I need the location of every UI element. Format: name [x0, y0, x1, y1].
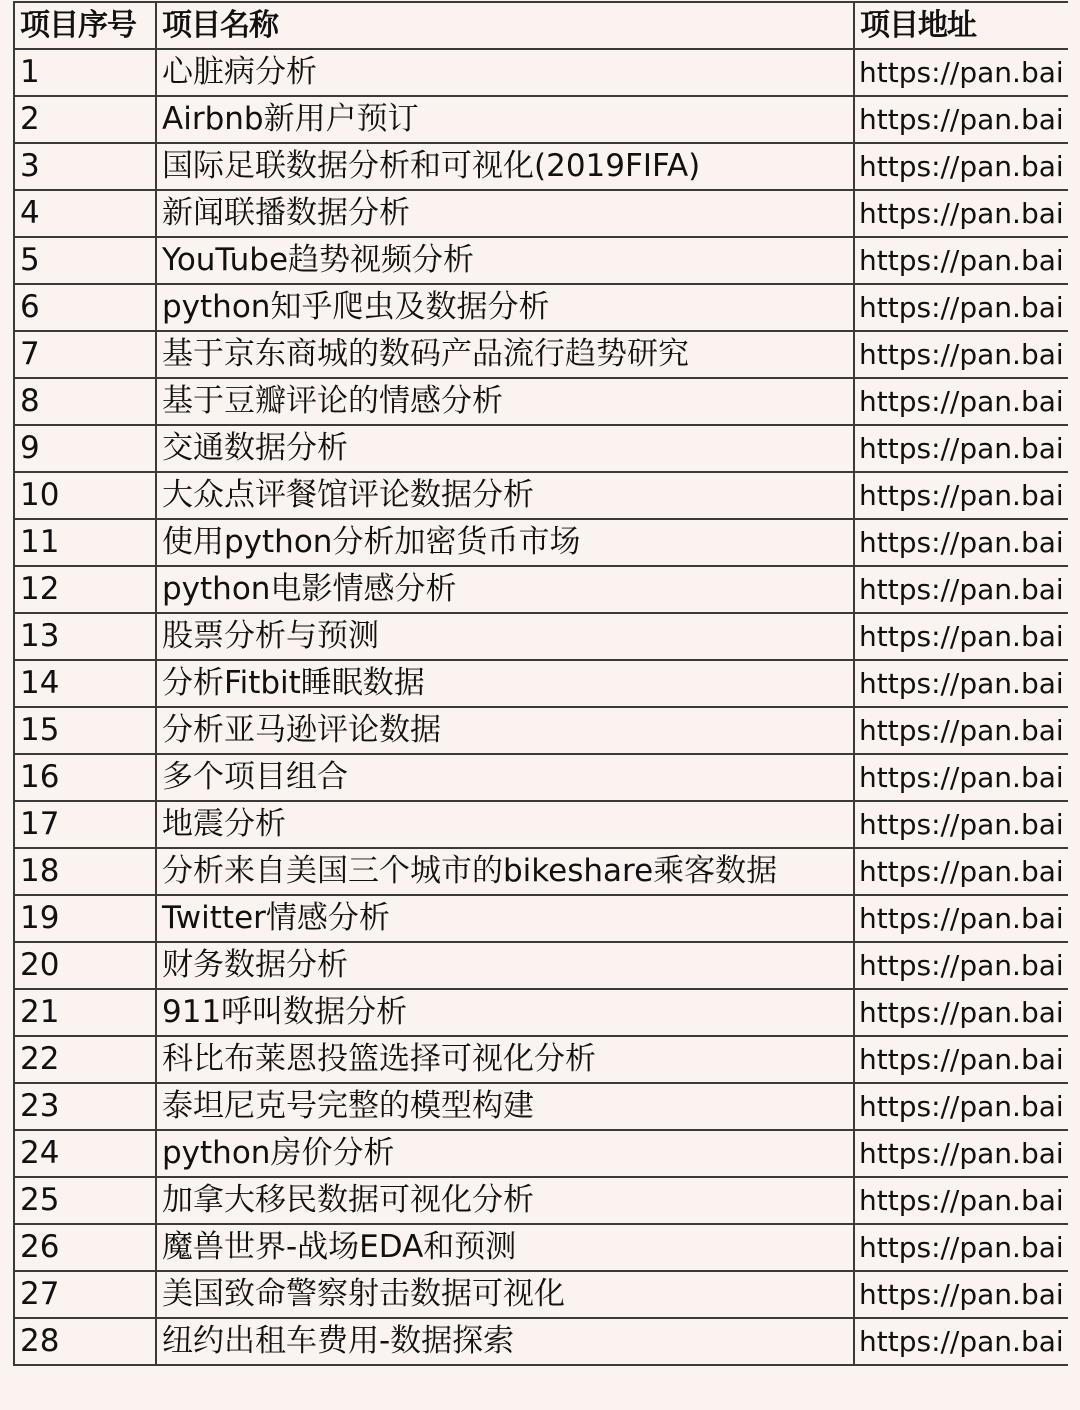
table-row: [14, 1177, 1068, 1224]
table-row: [14, 895, 1068, 942]
cell-project-url[interactable]: https://pan.bai: [854, 989, 1068, 1036]
cell-project-url[interactable]: https://pan.bai: [854, 1130, 1068, 1177]
table-row: [14, 942, 1068, 989]
cell-project-name[interactable]: 纽约出租车费用-数据探索: [156, 1318, 854, 1365]
cell-project-number[interactable]: 13: [14, 613, 156, 660]
cell-project-name[interactable]: 魔兽世界-战场EDA和预测: [156, 1224, 854, 1271]
cell-project-url[interactable]: https://pan.bai: [854, 96, 1068, 143]
cell-project-number[interactable]: 24: [14, 1130, 156, 1177]
cell-project-name[interactable]: YouTube趋势视频分析: [156, 237, 854, 284]
cell-project-name[interactable]: Airbnb新用户预订: [156, 96, 854, 143]
cell-project-name[interactable]: 大众点评餐馆评论数据分析: [156, 472, 854, 519]
cell-project-url[interactable]: https://pan.bai: [854, 942, 1068, 989]
cell-project-number[interactable]: 18: [14, 848, 156, 895]
cell-project-name[interactable]: 财务数据分析: [156, 942, 854, 989]
cell-project-name[interactable]: 交通数据分析: [156, 425, 854, 472]
table-row: [14, 284, 1068, 331]
cell-project-url[interactable]: https://pan.bai: [854, 425, 1068, 472]
cell-project-name[interactable]: 新闻联播数据分析: [156, 190, 854, 237]
cell-project-number[interactable]: 19: [14, 895, 156, 942]
cell-project-url[interactable]: https://pan.bai: [854, 895, 1068, 942]
cell-project-name[interactable]: 国际足联数据分析和可视化(2019FIFA): [156, 143, 854, 190]
cell-project-url[interactable]: https://pan.bai: [854, 1271, 1068, 1318]
table-row: [14, 801, 1068, 848]
cell-project-url[interactable]: https://pan.bai: [854, 331, 1068, 378]
cell-project-name[interactable]: 多个项目组合: [156, 754, 854, 801]
cell-project-url[interactable]: https://pan.bai: [854, 801, 1068, 848]
cell-project-url[interactable]: https://pan.bai: [854, 1177, 1068, 1224]
cell-project-number[interactable]: 26: [14, 1224, 156, 1271]
cell-project-url[interactable]: https://pan.bai: [854, 284, 1068, 331]
table-row: [14, 49, 1068, 96]
cell-project-number[interactable]: 3: [14, 143, 156, 190]
cell-project-name[interactable]: 分析亚马逊评论数据: [156, 707, 854, 754]
table-row: [14, 190, 1068, 237]
cell-project-name[interactable]: Twitter情感分析: [156, 895, 854, 942]
table-row: [14, 331, 1068, 378]
header-project-number[interactable]: 项目序号: [14, 2, 156, 49]
cell-project-number[interactable]: 2: [14, 96, 156, 143]
header-row: [14, 2, 1068, 49]
cell-project-url[interactable]: https://pan.bai: [854, 1318, 1068, 1365]
cell-project-number[interactable]: 28: [14, 1318, 156, 1365]
table-row: [14, 848, 1068, 895]
cell-project-number[interactable]: 8: [14, 378, 156, 425]
table-row: [14, 1318, 1068, 1365]
table-row: [14, 989, 1068, 1036]
cell-project-url[interactable]: https://pan.bai: [854, 237, 1068, 284]
table-row: [14, 1083, 1068, 1130]
table-body: [14, 49, 1068, 1365]
cell-project-number[interactable]: 27: [14, 1271, 156, 1318]
cell-project-url[interactable]: https://pan.bai: [854, 519, 1068, 566]
project-table: [13, 1, 1068, 1366]
cell-project-name[interactable]: 使用python分析加密货币市场: [156, 519, 854, 566]
cell-project-number[interactable]: 6: [14, 284, 156, 331]
cell-project-number[interactable]: 10: [14, 472, 156, 519]
cell-project-number[interactable]: 11: [14, 519, 156, 566]
table-row: [14, 237, 1068, 284]
table-row: [14, 519, 1068, 566]
cell-project-number[interactable]: 9: [14, 425, 156, 472]
cell-project-name[interactable]: 地震分析: [156, 801, 854, 848]
header-project-name[interactable]: 项目名称: [156, 2, 854, 49]
cell-project-name[interactable]: python电影情感分析: [156, 566, 854, 613]
cell-project-url[interactable]: https://pan.bai: [854, 848, 1068, 895]
cell-project-url[interactable]: https://pan.bai: [854, 566, 1068, 613]
table-row: [14, 1036, 1068, 1083]
cell-project-number[interactable]: 14: [14, 660, 156, 707]
cell-project-name[interactable]: 911呼叫数据分析: [156, 989, 854, 1036]
cell-project-url[interactable]: https://pan.bai: [854, 1083, 1068, 1130]
table-row: [14, 143, 1068, 190]
cell-project-url[interactable]: https://pan.bai: [854, 49, 1068, 96]
cell-project-number[interactable]: 1: [14, 49, 156, 96]
cell-project-url[interactable]: https://pan.bai: [854, 1036, 1068, 1083]
table-row: [14, 96, 1068, 143]
header-project-url[interactable]: 项目地址: [854, 2, 1068, 49]
cell-project-number[interactable]: 17: [14, 801, 156, 848]
cell-project-url[interactable]: https://pan.bai: [854, 1224, 1068, 1271]
table-row: [14, 1224, 1068, 1271]
cell-project-name[interactable]: 基于京东商城的数码产品流行趋势研究: [156, 331, 854, 378]
cell-project-url[interactable]: https://pan.bai: [854, 613, 1068, 660]
cell-project-name[interactable]: 分析来自美国三个城市的bikeshare乘客数据: [156, 848, 854, 895]
table-row: [14, 707, 1068, 754]
table-row: [14, 1271, 1068, 1318]
cell-project-url[interactable]: https://pan.bai: [854, 660, 1068, 707]
cell-project-number[interactable]: 15: [14, 707, 156, 754]
cell-project-name[interactable]: 泰坦尼克号完整的模型构建: [156, 1083, 854, 1130]
table-row: [14, 378, 1068, 425]
table-row: [14, 754, 1068, 801]
cell-project-url[interactable]: https://pan.bai: [854, 754, 1068, 801]
cell-project-url[interactable]: https://pan.bai: [854, 472, 1068, 519]
cell-project-name[interactable]: 心脏病分析: [156, 49, 854, 96]
cell-project-number[interactable]: 4: [14, 190, 156, 237]
cell-project-number[interactable]: 5: [14, 237, 156, 284]
spreadsheet: [13, 1, 1068, 1410]
cell-project-name[interactable]: python知乎爬虫及数据分析: [156, 284, 854, 331]
cell-project-number[interactable]: 21: [14, 989, 156, 1036]
cell-project-number[interactable]: 22: [14, 1036, 156, 1083]
cell-project-url[interactable]: https://pan.bai: [854, 190, 1068, 237]
cell-project-url[interactable]: https://pan.bai: [854, 143, 1068, 190]
cell-project-name[interactable]: 美国致命警察射击数据可视化: [156, 1271, 854, 1318]
cell-project-number[interactable]: 25: [14, 1177, 156, 1224]
cell-project-number[interactable]: 7: [14, 331, 156, 378]
table-row: [14, 472, 1068, 519]
table-row: [14, 1130, 1068, 1177]
cell-project-name[interactable]: 基于豆瓣评论的情感分析: [156, 378, 854, 425]
table-row: [14, 613, 1068, 660]
table-row: [14, 660, 1068, 707]
cell-project-name[interactable]: 分析Fitbit睡眠数据: [156, 660, 854, 707]
cell-project-number[interactable]: 12: [14, 566, 156, 613]
cell-project-name[interactable]: 科比布莱恩投篮选择可视化分析: [156, 1036, 854, 1083]
cell-project-url[interactable]: https://pan.bai: [854, 707, 1068, 754]
cell-project-name[interactable]: 加拿大移民数据可视化分析: [156, 1177, 854, 1224]
cell-project-number[interactable]: 16: [14, 754, 156, 801]
table-row: [14, 566, 1068, 613]
cell-project-url[interactable]: https://pan.bai: [854, 378, 1068, 425]
cell-project-number[interactable]: 20: [14, 942, 156, 989]
table-row: [14, 425, 1068, 472]
cell-project-number[interactable]: 23: [14, 1083, 156, 1130]
cell-project-name[interactable]: 股票分析与预测: [156, 613, 854, 660]
cell-project-name[interactable]: python房价分析: [156, 1130, 854, 1177]
